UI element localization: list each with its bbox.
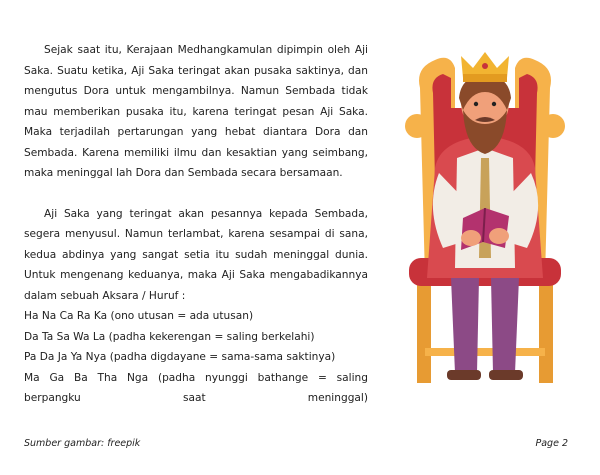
aksara-list <box>24 306 368 409</box>
paragraph-2: Aji Saka yang teringat akan pesannya kepada Sembada, segera menyusul. Namun terlambat, karena sesampai di sana, kedua abdinya yang sangat setia itu sudah meninggal dunia. Untuk mengenang keduanya, maka Aji Saka mengabadikannya dalam sebuah Aksara / Huruf : <box>24 207 368 302</box>
page-number: Page 2 <box>535 438 568 449</box>
aksara-line-1: Ha Na Ca Ra Ka (ono utusan = ada utusan) <box>24 310 254 322</box>
king-on-throne-image <box>395 48 575 393</box>
aksara-line-3: Pa Da Ja Ya Nya (padha digdayane = sama-sama saktinya) <box>24 351 336 363</box>
king-illustration <box>395 48 575 393</box>
aksara-line-2: Da Ta Sa Wa La (padha kekerengan = saling berkelahi) <box>24 330 315 343</box>
paragraph-1: Sejak saat itu, Kerajaan Medhangkamulan dipimpin oleh Aji Saka. Suatu ketika, Aji Saka teringat akan pusaka saktinya, dan mengutus Dora untuk mengambilnya. Namun Sembada tidak mau memberikan pusaka itu, karena teringat pesan Aji Saka. Maka terjadilah pertarungan yang hebat diantara Dora dan Sembada. Karena memiliki ilmu dan kesaktian yang seimbang, maka meninggal lah Dora dan Sembada secara bersamaan. <box>24 44 368 179</box>
image-source-credit: Sumber gambar: freepik <box>24 438 141 449</box>
aksara-line-4: Ma Ga Ba Tha Nga (padha nyunggi bathange = saling berpangku saat meninggal) <box>24 371 368 404</box>
body-text <box>24 40 368 409</box>
